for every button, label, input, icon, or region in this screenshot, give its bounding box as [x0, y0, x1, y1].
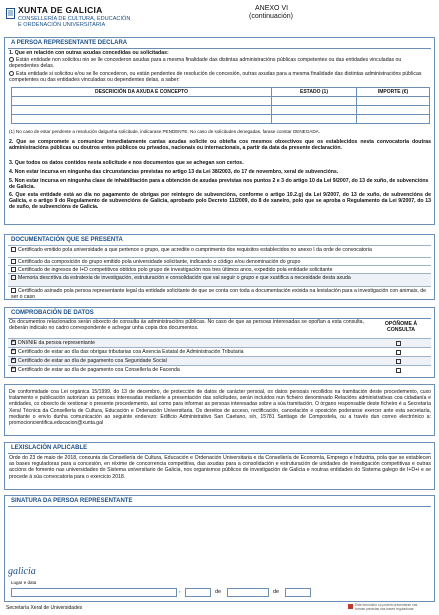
radio-no-aid[interactable]: [9, 57, 14, 62]
place-input[interactable]: [11, 588, 177, 597]
document-item[interactable]: [8, 286, 431, 299]
logo-subtitle-1: CONSELLERÍA DE CULTURA, EDUCACIÓN: [18, 16, 131, 22]
verification-item: [8, 365, 431, 374]
document-checkbox[interactable]: [11, 247, 16, 252]
logo-subtitle-2: E ORDENACIÓN UNIVERSITARIA: [18, 22, 106, 28]
cell-input[interactable]: [12, 97, 272, 106]
year-input[interactable]: [285, 588, 311, 597]
cell-input[interactable]: [272, 115, 357, 124]
aid-table: [11, 87, 430, 124]
cell-input[interactable]: [357, 97, 430, 106]
cell-input[interactable]: [272, 106, 357, 115]
cell-input[interactable]: [272, 97, 357, 106]
verification-check: [11, 340, 16, 345]
verification-label: Certificado de estar ao día de pagamento coa Consellería de Facenda: [18, 367, 180, 373]
annex-subtitle: (continuación): [249, 13, 293, 20]
month-input[interactable]: [227, 588, 269, 597]
signature-section: [4, 495, 435, 602]
footer-left: Secretaría Xeral de Universidades: [6, 605, 83, 611]
logo-title: XUNTA DE GALICIA: [18, 5, 103, 15]
signature-title: SINATURA DA PERSOA REPRESENTANTE: [8, 496, 431, 507]
verification-item: [8, 356, 431, 365]
verification-check: [11, 367, 16, 372]
cell-input[interactable]: [357, 106, 430, 115]
verification-check: [11, 358, 16, 363]
cell-input[interactable]: [12, 106, 272, 115]
document-item[interactable]: [8, 245, 431, 257]
galicia-logo: galicia: [8, 566, 36, 577]
comma-separator: ,: [179, 588, 181, 594]
document-label: Certificado de ingresos de I+D competitivos obtidos polo grupo de investigación nos tres últimos anos, expedido pola entidade solicitante: [18, 267, 333, 273]
radio-yes-aid[interactable]: [9, 71, 14, 76]
col-status: ESTADO (1): [272, 88, 357, 97]
document-item[interactable]: [8, 273, 431, 286]
oppose-checkbox[interactable]: [396, 350, 401, 355]
oppose-checkbox[interactable]: [396, 368, 401, 373]
declaration-3: 3. Que todos os datos contidos nesta solicitude e nos documentos que se achegan son certos.: [9, 160, 244, 166]
legislation-text: Orde do 23 de maio de 2018, conxunta da Consellería de Cultura, Educación e Ordenación Universitaria e da Consellería de Economía, Emprego e Industria, pola que se establecen as bases reguladoras para a concesión, en réxime de concorrencia competitiva, das axudas para a consolidación e estruturación de unidades de investigación competitivas e outras accións de fomento nas universidades do Sistema universitario de Galicia, nos organismos públicos de investigación de Galicia e noutras entidades do Sistema galego de I+D+i e se procede á súa convocatoria para o exercicio 2018.: [9, 455, 431, 480]
declaration-6: 6. Que esta entidade está ao día no pagamento de obrigas por reintegro de subvencións, conforme o artigo 10.2.g) da Lei 9/2007, do 13 de xuño, de subvencións de Galicia, e o artigo 9 do Regulamento de subvencións de Galicia, aprobado polo Decreto 11/2009, do 8 de xaneiro, polo que se aproba o Regulamento da Lei 9/2007, do 13 de xuño, de subvencións de Galicia.: [9, 192, 431, 211]
question-1: 1. Que en relación con outras axudas concedidas ou solicitadas:: [9, 50, 169, 56]
privacy-text: De conformidade coa Lei orgánica 15/1999, do 13 de decembro, de protección de datos de carácter persoal, os datos persoais recollidos na tramitación deste procedemento, cuxo tratamento e publicación autorizan as persoas interesadas mediante a presentación das solicitudes, serán incluídos nun ficheiro denominado Relacións administrativas coa cidadanía e entidades, co obxecto de xestionar o presente procedemento, así como para informar as persoas interesadas sobre a súa tramitación. O órgano responsable deste ficheiro é a Secretaría Xeral Técnica da Consellería de Cultura, Educación e Ordenación Universitaria. Os dereitos de acceso, rectificación, cancelación e oposición poderanse exercer ante esta secretaría, mediante o envío dunha comunicación ao seguinte enderezo: Edificio Administrativo San Caetano, s/n, 15781 Santiago de Compostela, ou a través dun correo electrónico a: promocioncientifica.educacion@xunta.gal: [9, 389, 431, 427]
privacy-section: [4, 384, 435, 436]
option-yes-aid[interactable]: [9, 71, 429, 83]
document-checkbox[interactable]: [11, 267, 16, 272]
table-note: (1) No caso de estar pendente a resolución dalgunha solicitude, indicarase PENDENTE. No caso de solicitudes denegadas, farase constar DENEGADA.: [9, 129, 321, 134]
option-yes-aid-label: Esta entidade si solicitou e/ou se lle concederon, ou están pendentes de resolución de concesión, outras axudas para a mesma finalidade das distintas administracións públicas competentes ou das entidades vinculadas ou dependentes delas, a saber:: [9, 71, 422, 84]
verification-title: COMPROBACIÓN DE DATOS: [8, 308, 431, 319]
document-checkbox[interactable]: [11, 275, 16, 280]
cell-input[interactable]: [12, 115, 272, 124]
document-checkbox[interactable]: [11, 259, 16, 264]
day-input[interactable]: [185, 588, 211, 597]
document-item[interactable]: [8, 265, 431, 273]
oppose-checkbox[interactable]: [396, 341, 401, 346]
verification-label: Certificado de estar ao día de pagamento coa Seguridade Social: [18, 358, 167, 364]
verification-section: [4, 307, 435, 378]
declaration-4: 4. Non estar incursa en ningunha das circunstancias previstas no artigo 13 da Lei 38/2003, do 17 de novembro, xeral de subvencións.: [9, 169, 339, 175]
verification-check: [11, 349, 16, 354]
verification-item: [8, 347, 431, 356]
xunta-logo-icon: [6, 6, 15, 17]
option-no-aid[interactable]: [9, 57, 429, 69]
verification-item: [8, 338, 431, 347]
legislation-section: [4, 442, 435, 490]
col-amount: IMPORTE (€): [357, 88, 430, 97]
verification-intro: Os documentos relacionados serán obxecto de consulta ás administracións públicas. No caso de que as persoas interesadas se opoñan a esta consulta, deberán indicalo no cadro correspondente e achegar unha copia dos documentos.: [9, 319, 364, 332]
option-no-aid-label: Están entidade non solicitou nin se lle concederon axudas para a mesma finalidade das distintas administracións públicas competentes ou das entidades vinculadas ou dependentes delas.: [9, 57, 402, 70]
document-label: Certificado asinado pola persoa representante legal da entidade solicitante de que se conta con toda a documentación exixida na lexislación para a investigación con animais, de ser o caso: [11, 288, 427, 300]
footer-right-1: Este formulario só poderá presentarse nas: [355, 603, 418, 607]
annex-title: ANEXO VI: [255, 5, 289, 12]
document-label: Certificado da composición do grupo emitido pola universidade solicitante, indicando o código e/ou denominación do grupo: [18, 259, 301, 265]
documents-section: [4, 234, 435, 300]
footer-right-2: formas previstas nas bases reguladoras: [355, 607, 414, 611]
verification-label: Certificado de estar ao día das obrigas tributarias coa Axencia Estatal de Administración Tributaria: [18, 349, 244, 355]
declaration-5: 5. Non estar incursa en ningunha clase de inhabilitación para a obtención de axudas previstas nos puntos 2 e 3 do artigo 10 da Lei 9/2007, do 13 de xuño, de subvencións de Galicia.: [9, 178, 429, 191]
de-label-1: de: [215, 589, 222, 595]
representative-section: [4, 37, 435, 225]
de-label-2: de: [273, 589, 280, 595]
cell-input[interactable]: [357, 115, 430, 124]
oppose-checkbox[interactable]: [396, 359, 401, 364]
document-label: Memoria descritiva da estratexia de investigación, estruturación e consolidación que vai seguir o grupo e que xustifica a necesidade desta axuda: [18, 275, 351, 281]
document-label: Certificado emitido pola universidade a que pertence o grupo, que acredite o cumprimento dos requisitos establecidos no anexo I da orde de convocatoria: [18, 247, 372, 253]
document-checkbox[interactable]: [11, 288, 16, 293]
legislation-title: LEXISLACIÓN APLICABLE: [8, 443, 431, 454]
footer-right-icon: [348, 604, 353, 609]
declaration-2: 2. Que se compromete a comunicar inmediatamente cantas axudas solicite ou obteña cos mesmos obxectivos que os establecidos nesta convocatoria doutras administracións públicas ou doutros entes públicos ou privados, nacionais ou internacionais, a partir da data da presente declaración.: [9, 139, 431, 152]
document-item[interactable]: [8, 257, 431, 265]
documents-title: DOCUMENTACIÓN QUE SE PRESENTA: [8, 235, 431, 246]
col-description: DESCRICIÓN DA AXUDA E CONCEPTO: [12, 88, 272, 97]
representative-title: A PERSOA REPRESENTANTE DECLARA: [8, 38, 431, 49]
oppose-header: OPÓÑOME Á CONSULTA: [384, 321, 418, 334]
place-date-label: Lugar e data: [11, 580, 37, 585]
verification-label: DNI/NIE da persoa representante: [18, 340, 95, 346]
